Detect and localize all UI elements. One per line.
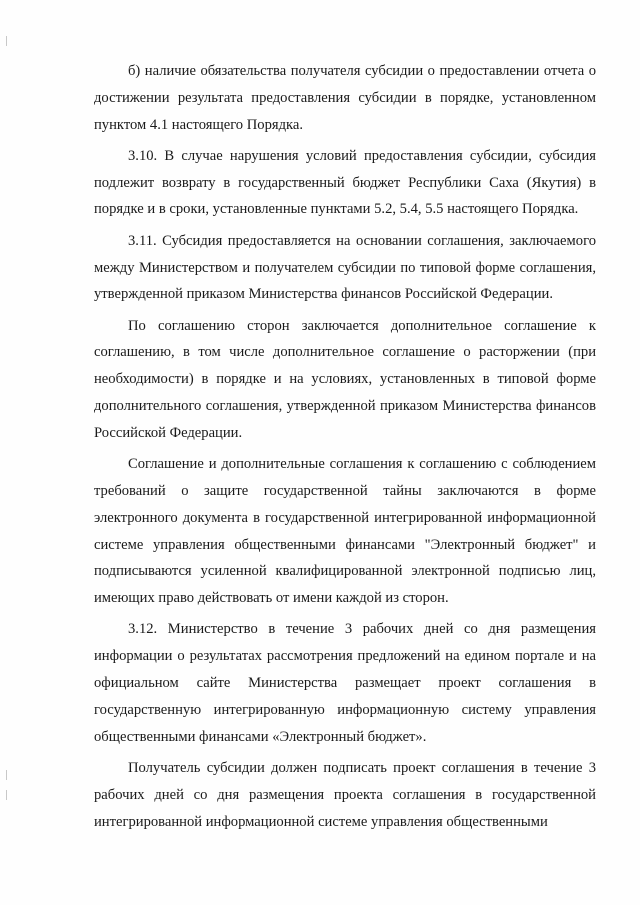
paragraph: 3.12. Министерство в течение 3 рабочих дней со дня размещения информации о результатах рассмотрения предложений на едином портале и на официальном сайте Министерства размещает проект соглашения в государственную интегрированную информационную систему управления общественными финансами «Электронный бюджет». (94, 621, 596, 745)
paragraph: Получатель субсидии должен подписать проект соглашения в течение 3 рабочих дней со дня размещения проекта соглашения в государственной интегрированной информационной системе управления общественными (94, 759, 596, 830)
paragraph: Соглашение и дополнительные соглашения к соглашению с соблюдением требований о защите государственной тайны заключаются в форме электронного документа в государственной интегрированной информационной системе управления общественными финансами "Электронный бюджет" и подписываются усиленной квалифицированной электронной подписью лиц, имеющих право действовать от имени каждой из сторон. (94, 456, 596, 607)
paragraph: По соглашению сторон заключается дополнительное соглашение к соглашению, в том числе дополнительное соглашение о расторжении (при необходимости) в порядке и на условиях, установленных в типовой форме дополнительного соглашения, утвержденной приказом Министерства финансов Российской Федерации. (94, 317, 596, 441)
paragraph: 3.10. В случае нарушения условий предоставления субсидии, субсидия подлежит возврату в государственный бюджет Республики Саха (Якутия) в порядке и в сроки, установленные пунктами 5.2, 5.4, 5.5 настоящего Порядка. (94, 147, 596, 218)
scan-edge-marks (6, 0, 8, 905)
document-body (94, 58, 596, 840)
paragraph: 3.11. Субсидия предоставляется на основании соглашения, заключаемого между Министерством и получателем субсидии по типовой форме соглашения, утвержденной приказом Министерства финансов Российской Федерации. (94, 232, 596, 303)
paragraph: б) наличие обязательства получателя субсидии о предоставлении отчета о достижении результата предоставления субсидии в порядке, установленном пунктом 4.1 настоящего Порядка. (94, 63, 596, 133)
